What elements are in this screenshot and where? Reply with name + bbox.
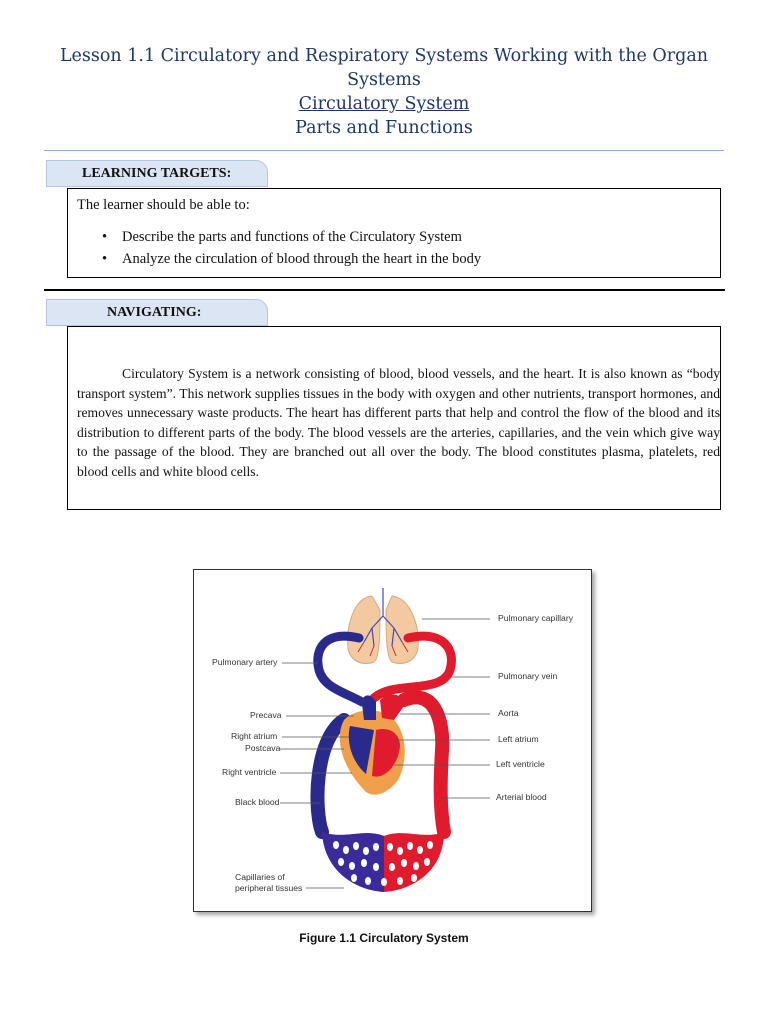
label-right-atrium: Right atrium [231,731,278,741]
label-pulmonary-capillary: Pulmonary capillary [498,613,573,623]
learning-targets-list [68,227,481,271]
label-postcava: Postcava [245,743,281,753]
navigating-label: NAVIGATING: [107,305,202,320]
label-black-blood: Black blood [235,797,280,807]
learning-targets-box [67,188,721,278]
topic-title: Circulatory System [298,94,470,114]
header-divider [44,150,724,151]
label-arterial-blood: Arterial blood [496,792,547,802]
figure-caption: Figure 1.1 Circulatory System [299,931,469,945]
learning-targets-tab [46,160,268,187]
subtopic-title: Parts and Functions [295,118,473,138]
capillary-bed-icon [322,832,444,892]
learning-targets-label: LEARNING TARGETS: [82,166,232,181]
navigating-box [67,326,721,510]
label-left-ventricle: Left ventricle [496,759,545,769]
label-pulmonary-artery: Pulmonary artery [212,657,278,667]
navigating-tab [46,299,268,326]
list-item [68,227,481,249]
label-capillaries-line2: peripheral tissues [235,883,303,893]
lesson-header [40,44,728,140]
label-aorta: Aorta [498,708,519,718]
bullet-icon: • [102,251,108,267]
section-divider [44,289,725,291]
bullet-icon: • [102,229,108,245]
navigating-paragraph: Circulatory System is a network consisting of blood, blood vessels, and the heart. It is also known as “body transport system”. This network supplies tissues in the body with oxygen and other nutrients, transport hormones, and removes unnecessary waste products. The heart has different parts that help and control the flow of the blood and its distribution to different parts of the body. The blood vessels are the arteries, capillaries, and the vein which give way to the passage of the blood. They are branched out all over the body. The blood constitutes plasma, platelets, red blood cells and white blood cells. [77,366,720,479]
learning-target-text: Describe the parts and functions of the Circulatory System [122,229,462,245]
learning-target-text: Analyze the circulation of blood through the heart in the body [122,251,482,267]
label-capillaries-line1: Capillaries of [235,872,285,882]
circulatory-figure [193,569,592,912]
lungs-icon [348,588,419,663]
label-precava: Precava [250,710,282,720]
lesson-title: Lesson 1.1 Circulatory and Respiratory Systems Working with the Organ Systems [59,46,709,90]
heart-icon [340,694,405,794]
list-item [68,249,481,271]
label-left-atrium: Left atrium [498,734,539,744]
label-right-ventricle: Right ventricle [222,767,277,777]
label-pulmonary-vein: Pulmonary vein [498,671,558,681]
learning-targets-intro: The learner should be able to: [77,197,250,213]
